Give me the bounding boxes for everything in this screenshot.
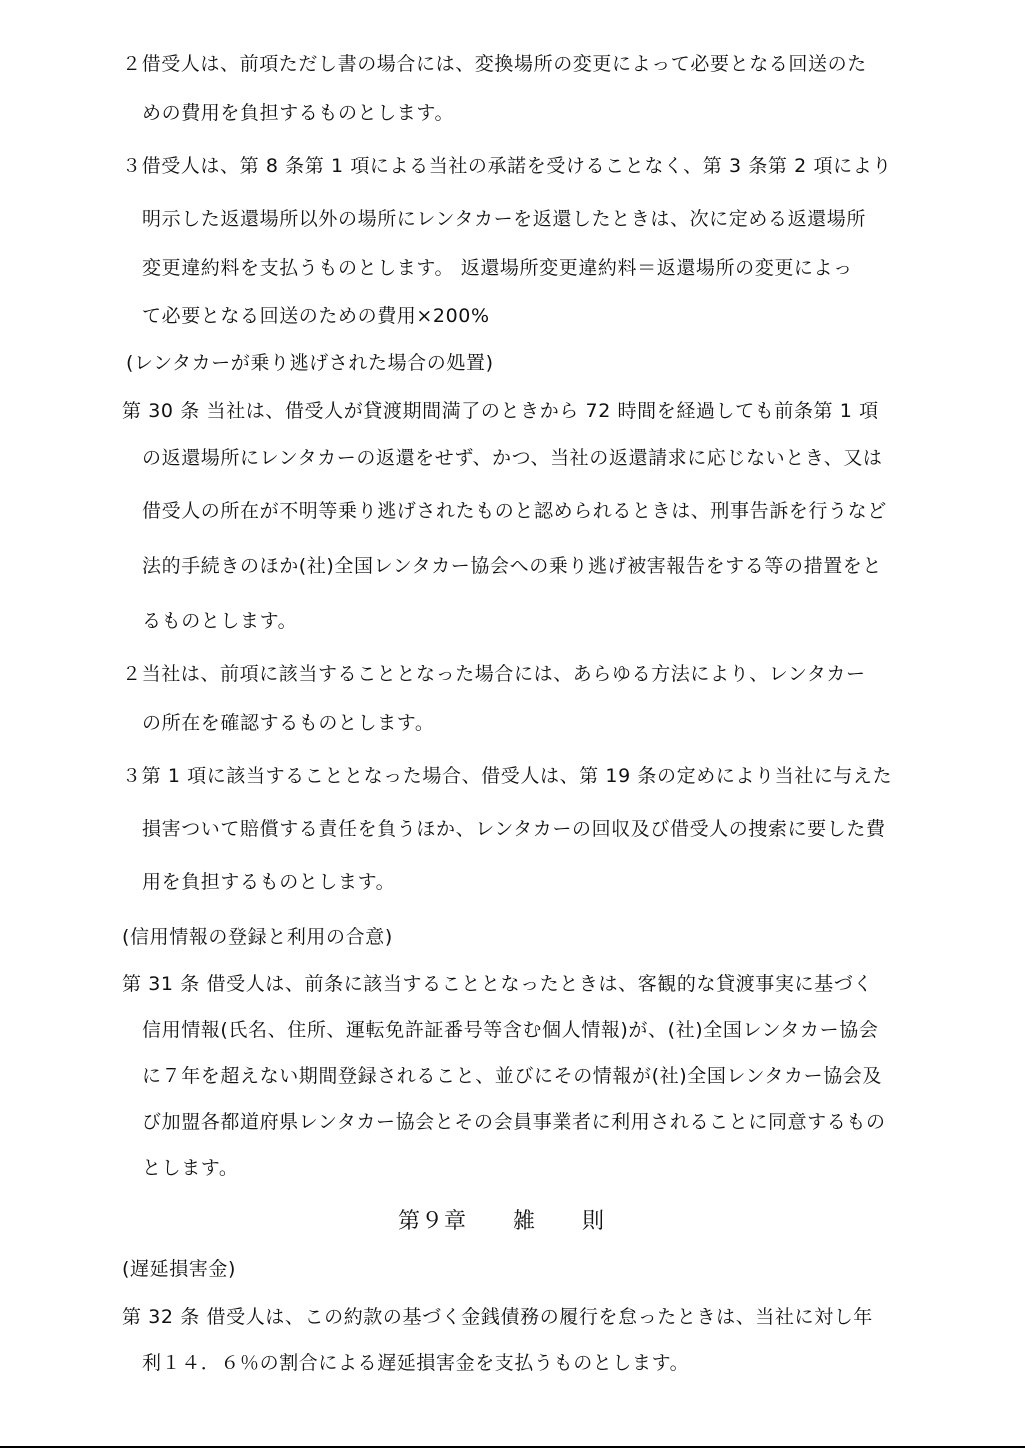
page-bottom-rule <box>0 1446 1025 1448</box>
article-line: 第 32 条 借受人は、この約款の基づく金銭債務の履行を怠ったときは、当社に対し年 <box>122 1306 873 1328</box>
article-line: 第 30 条 当社は、借受人が貸渡期間満了のときから 72 時間を経過しても前条第 1 項 <box>122 400 879 422</box>
text-line: の返還場所にレンタカーの返還をせず、かつ、当社の返還請求に応じないとき、又は <box>142 447 883 469</box>
chapter-title: 第９章 雑 則 <box>398 1209 606 1234</box>
text-line: 利１４．６％の割合による遅延損害金を支払うものとします。 <box>142 1352 690 1374</box>
text-line: 信用情報(氏名、住所、運転免許証番号等含む個人情報)が、(社)全国レンタカー協会 <box>142 1019 879 1041</box>
text-line: 借受人の所在が不明等乗り逃げされたものと認められるときは、刑事告訴を行うなど <box>142 500 887 522</box>
text-line: に７年を超えない期間登録されること、並びにその情報が(社)全国レンタカー協会及 <box>142 1065 882 1087</box>
text-line: 変更違約料を支払うものとします。 返還場所変更違約料＝返還場所の変更によっ <box>142 257 853 279</box>
text-line: て必要となる回送のための費用×200% <box>142 305 490 327</box>
text-line: 法的手続きのほか(社)全国レンタカー協会への乗り逃げ被害報告をする等の措置をと <box>142 555 882 577</box>
text-line: 損害ついて賠償する責任を負うほか、レンタカーの回収及び借受人の捜索に要した費 <box>142 818 886 840</box>
text-line: 用を負担するものとします。 <box>142 871 396 893</box>
text-line: とします。 <box>142 1157 239 1179</box>
text-line: めの費用を負担するものとします。 <box>142 102 455 124</box>
article-line: 第 31 条 借受人は、前条に該当することとなったときは、客観的な貸渡事実に基づく <box>122 973 873 995</box>
text-line: ２当社は、前項に該当することとなった場合には、あらゆる方法により、レンタカー <box>122 663 866 685</box>
text-line: の所在を確認するものとします。 <box>142 712 435 734</box>
text-line: ２借受人は、前項ただし書の場合には、変換場所の変更によって必要となる回送のた <box>122 53 867 75</box>
text-line: ３借受人は、第 8 条第 1 項による当社の承諾を受けることなく、第 3 条第 2 項により <box>122 155 892 177</box>
section-heading: (信用情報の登録と利用の合意) <box>122 926 393 948</box>
text-line: ３第 1 項に該当することとなった場合、借受人は、第 19 条の定めにより当社に与えた <box>122 765 893 787</box>
text-line: 明示した返還場所以外の場所にレンタカーを返還したときは、次に定める返還場所 <box>142 208 866 230</box>
text-line: び加盟各都道府県レンタカー協会とその会員事業者に利用されることに同意するもの <box>142 1111 886 1133</box>
section-heading: (遅延損害金) <box>122 1258 237 1280</box>
text-line: るものとします。 <box>142 610 298 632</box>
section-heading: (レンタカーが乗り逃げされた場合の処置) <box>126 352 494 374</box>
